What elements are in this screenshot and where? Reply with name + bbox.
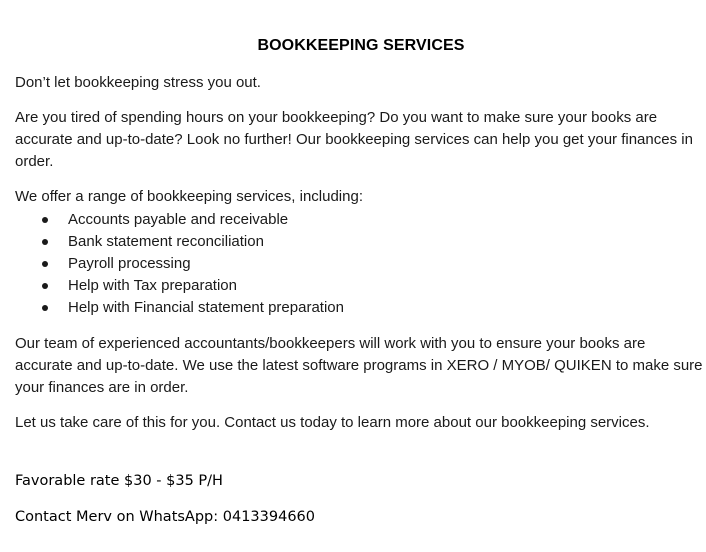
services-list: [15, 209, 344, 319]
call-to-action-paragraph: Let us take care of this for you. Contact us today to learn more about our bookkeeping services.: [15, 414, 650, 431]
bullet-icon: [42, 305, 48, 311]
services-list-item: [15, 297, 344, 319]
service-label: Payroll processing: [68, 255, 191, 272]
services-list-item: [15, 209, 344, 231]
service-label: Help with Financial statement preparation: [68, 299, 344, 316]
bullet-icon: [42, 261, 48, 267]
service-label: Accounts payable and receivable: [68, 211, 289, 228]
team-paragraph: Our team of experienced accountants/bookkeepers will work with you to ensure your books are accurate and up-to-date. We use the latest software programs in XERO / MYOB/ QUIKEN to make sure your finances are in order.: [15, 335, 703, 396]
service-label: Help with Tax preparation: [68, 277, 237, 294]
bullet-icon: [42, 283, 48, 289]
services-list-item: [15, 231, 344, 253]
document-title: BOOKKEEPING SERVICES: [257, 37, 465, 54]
whatsapp-contact-line: Contact Merv on WhatsApp: 0413394660: [15, 509, 316, 525]
services-list-item: [15, 275, 344, 297]
service-label: Bank statement reconciliation: [68, 233, 264, 250]
rate-line: Favorable rate $30 - $35 P/H: [15, 473, 223, 489]
intro-paragraph: Are you tired of spending hours on your bookkeeping? Do you want to make sure your books are accurate and up-to-date? Look no further! Our bookkeeping services can help you get your finances in order.: [15, 109, 693, 170]
services-intro-paragraph: We offer a range of bookkeeping services, including:: [15, 188, 363, 205]
bullet-icon: [42, 239, 48, 245]
bullet-icon: [42, 217, 48, 223]
tagline-paragraph: Don’t let bookkeeping stress you out.: [15, 74, 261, 91]
services-list-item: [15, 253, 344, 275]
